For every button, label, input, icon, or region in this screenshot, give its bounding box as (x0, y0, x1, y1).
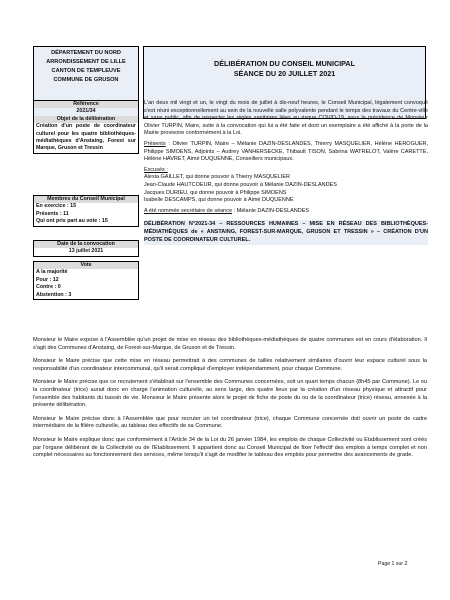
vote-item: Contre : 0 (36, 284, 61, 291)
objet-label: Objet de la délibération (34, 116, 138, 123)
header-date: SÉANCE DU 20 JUILLET 2021 (233, 69, 336, 78)
header-left-line: CANTON DE TEMPLEUVE (51, 68, 121, 74)
secretaire-text: : Mélanie DAZIN-DESLANDES (232, 207, 310, 214)
page-number: Page 1 sur 2 (378, 561, 408, 567)
vote-label: Vote (34, 262, 138, 269)
intro-paragraph: L'an deux mil vingt et un, le vingt du mois de juillet à dix-neuf heures, le Conseil Municipal, légalement convoqué s'est réuni exceptionnellement au sein de la nouvelle salle polyvalente pendant le temps des travaux du Centre-ville et sans public, afin de respecter les règles sanitaires liées au risque COVID-19, sous la présidence de Monsieur Olivier TURPIN, Maire, suite à la convocation qui lui a été faite et dont un exemplaire a été affiché à la porte de la Mairie provisoire conformément à la Loi. (144, 100, 428, 137)
reference-label: Référence (34, 101, 138, 108)
excuse-item: Jacques DURIEU, qui donne pouvoir à Philippe SIMOENS (144, 189, 287, 196)
header-left-line: DÉPARTEMENT DU NORD (51, 50, 121, 56)
header-left-line: ARRONDISSEMENT DE LILLE (46, 59, 126, 65)
session-details (144, 100, 428, 245)
body-paragraph: Monsieur le Maire explique donc que conformément à l'Article 34 de la Loi du 26 janvier 1984, les emplois de chaque Collectivité ou Etablissement sont créés par l'organe délibérant de la Collectivité ou de l'Etablissement. Il appartient donc au Conseil Municipal de fixer l'effectif des emplois à temps complet et non complet nécessaires au fonctionnement des services, même lorsqu'il s'agit de modifier le tableau des emplois pour permettre des avancements de grade. (33, 436, 427, 459)
excuse-item: Jean-Claude HAUTCOEUR, qui donne pouvoir à Mélanie DAZIN-DESLANDES (144, 181, 337, 188)
excuse-item: Isabelle DESCAMPS, qui donne pouvoir à Aimé DUQUENNE (144, 197, 294, 204)
secretaire-label: A été nommée secrétaire de séance (144, 207, 233, 214)
header-left-line: COMMUNE DE GRUSON (53, 77, 119, 83)
vote-item: Pour : 12 (36, 276, 59, 283)
body-paragraph: Monsieur le Maire expose à l'Assemblée qu'un projet de mise en réseau des bibliothèques-médiathèques de quatre communes est en cours d'élaboration. Il s'agit des Communes d'Anstaing, de Forest-sur-Marque, de Gruson et de Tressin. (33, 337, 427, 351)
convocation-value: 13 juillet 2021 (68, 248, 104, 255)
vote-item: A la majorité (36, 269, 68, 276)
objet-text: Création d'un poste de coordinateur culturel pour les quatre bibliothèques-médiathèques d'Anstaing, Forest sur Marque, Gruson et Tressin (36, 123, 136, 152)
reference-box (33, 100, 139, 154)
membres-label: Membres du Conseil Municipal (34, 196, 138, 203)
presents-text: : Olivier TURPIN, Maire – Mélanie DAZIN-DESLANDES, Thierry MASQUELIER, Hélène HEROGUER, Philippe SIMOENS, Adjoints – Audrey VANHERSECKE, Thibault TISON, Sabrina WATRELOT, Valère CARETTE, Hélène HAVRET, Aimé DUQUENNE, Conseillers municipaux. (144, 140, 428, 163)
secretaire-paragraph (144, 208, 428, 216)
deliberation-title: DÉLIBÉRATION N°2021-34 – RESSOURCES HUMAINES – MISE EN RÉSEAU DES BIBLIOTHÈQUES-MÉDIATHÈQUES de « ANSTAING, FOREST-SUR-MARQUE, GRUSON ET TRESSIN » – CRÉATION D'UN POSTE DE COORDINATEUR CULTUREL. (144, 220, 428, 245)
membres-box (33, 195, 139, 227)
excuses-label: Excusés : (144, 166, 168, 173)
membres-item: En exercice : 15 (36, 203, 77, 210)
header-title: DÉLIBÉRATION DU CONSEIL MUNICIPAL (214, 59, 355, 68)
excuse-item: Alexia GAILLET, qui donne pouvoir à Thierry MASQUELIER (144, 174, 291, 181)
presents-paragraph (144, 141, 428, 164)
convocation-label: Date de la convocation (34, 241, 138, 248)
vote-item: Abstention : 3 (36, 291, 72, 298)
vote-box (33, 261, 139, 300)
body-paragraph: Monsieur le Maire précise donc à l'Assemblée que pour recruter un tel coordinateur (trice), chaque Commune concernée doit ouvrir un poste de cadre intermédiaire de la filière culturelle, au tableau des effectifs de sa Commune. (33, 415, 427, 430)
deliberation-body (33, 337, 427, 466)
presents-label: Présents (144, 140, 166, 147)
membres-item: Qui ont pris part au vote : 15 (36, 218, 108, 225)
body-paragraph: Monsieur le Maire précise que ce recrutement s'établirait sur l'ensemble des Communes concernées, soit un quart temps chacun (8h45 par Commune). Le ou la coordinateur (trice) aurait donc en charge l'animation culturelle, au sens large, des quatre lieux par la création d'un réseau physique et attractif pour l'ensemble des habitants du bassin de vie. Monsieur le Maire présente alors le projet de fiche de poste du ou de la coordinateur (trice) réseau, annexée à la présente délibération. (33, 379, 427, 409)
membres-item: Présents : 11 (36, 210, 69, 217)
convocation-box (33, 240, 139, 257)
body-paragraph: Monsieur le Maire précise que cette mise en réseau permettrait à des communes de tailles relativement similaires d'ouvrir leur espace culturel sous la responsabilité d'un coordinateur intercommunal, qu'il serait compliqué d'employer indépendamment, pour chaque Commune. (33, 358, 427, 372)
reference-value: 2021/34 (76, 108, 96, 115)
